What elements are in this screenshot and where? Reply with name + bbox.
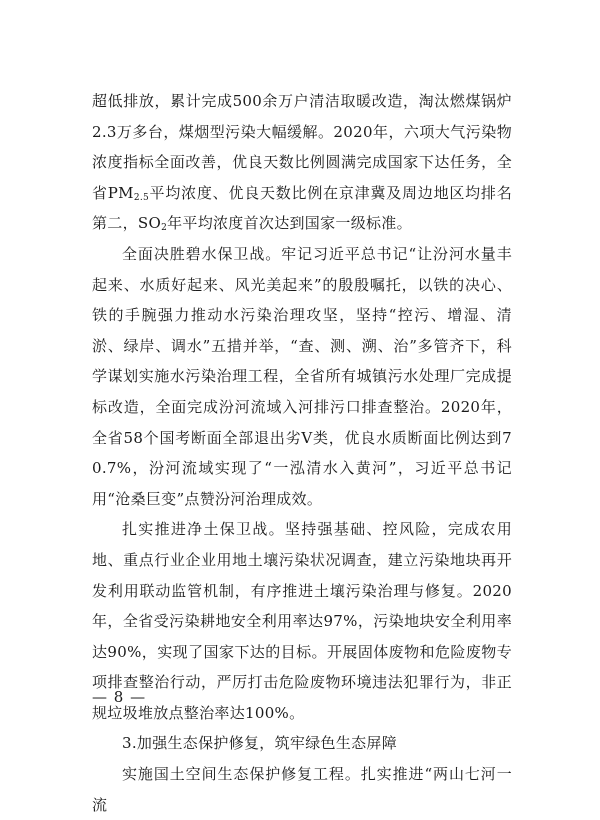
pm-subscript: 2.5 bbox=[133, 192, 150, 203]
paragraph-soil-pollution: 扎实推进净土保卫战。坚持强基础、控风险，完成农用地、重点行业企业用地土壤污染状况调查，建立污染地块再开发利用联动监管机制，有序推进土壤污染治理与修复。2020年，全省受污染耕地安全利用率达97%，污染地块安全利用率达90%，实现了国家下达的目标。开展固体废物和危险废物专项排查整治行动，严厉打击危险废物环境违法犯罪行为，非正规垃圾堆放点整治率达100%。 bbox=[92, 520, 512, 722]
paragraph-water-pollution: 全面决胜碧水保卫战。牢记习近平总书记“让汾河水量丰起来、水质好起来、风光美起来”的殷殷嘱托，以铁的决心、铁的手腕强力推动水污染治理攻坚，坚持“控污、增湿、清淤、绿岸、调水”五措并举，“查、测、溯、治”多管齐下，科学谋划实施水污染治理工程，全省所有城镇污水处理厂完成提标改造，全面完成汾河流域入河排污口排查整治。2020年，全省58个国考断面全部退出劣Ⅴ类，优良水质断面比例达到70.7%，汾河流域实现了“一泓清水入黄河”，习近平总书记用“沧桑巨变”点赞汾河治理成效。 bbox=[92, 244, 512, 508]
paragraph-air-text-3: 年平均浓度首次达到国家一级标准。 bbox=[167, 214, 412, 233]
paragraph-air-text-2: 平均浓度、优良天数比例在京津冀及周边地区均排名第二，SO bbox=[92, 183, 513, 233]
document-body bbox=[92, 86, 512, 820]
so2-subscript: 2 bbox=[161, 223, 168, 234]
section-heading: 3.加强生态保护修复，筑牢绿色生态屏障 bbox=[122, 734, 398, 753]
paragraph-air-text-1: 超低排放，累计完成500余万户清洁取暖改造，淘汰燃煤锅炉2.3万多台，煤烟型污染大幅缓解。2020年，六项大气污染物浓度指标全面改善，优良天数比例圆满完成国家下达任务，全省PM bbox=[92, 92, 512, 202]
page-number: — 8 — bbox=[92, 688, 147, 706]
paragraph-ecological-restoration: 实施国土空间生态保护修复工程。扎实推进“两山七河一流 bbox=[92, 765, 512, 814]
paragraph-air-pollution bbox=[92, 86, 512, 239]
